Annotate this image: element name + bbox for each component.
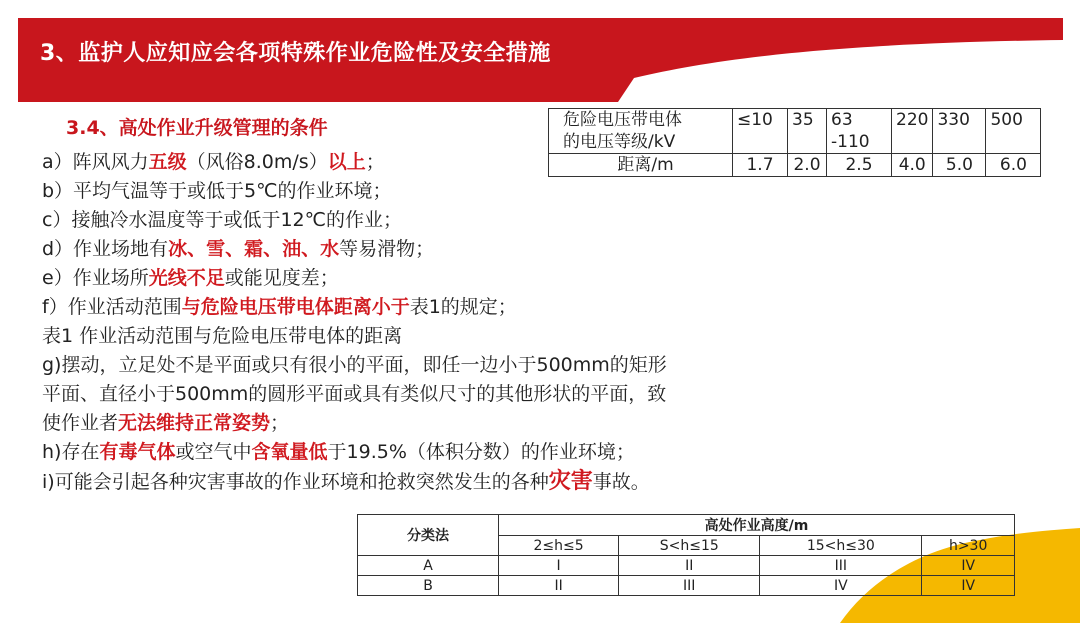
range-header: h>30 [922, 536, 1015, 556]
distance-cell: 5.0 [933, 154, 986, 177]
grade-cell: IV [922, 576, 1015, 596]
voltage-cell: ≤10 [733, 109, 788, 154]
condition-text: b）平均气温等于或低于5℃的作业环境； [42, 180, 392, 202]
height-header: 高处作业高度/m [499, 515, 1015, 536]
condition-text: c）接触冷水温度等于或低于12℃的作业； [42, 209, 402, 231]
grade-cell: III [760, 556, 922, 576]
class-cell: A [358, 556, 499, 576]
voltage-row-label: 危险电压带电体 的电压等级/kV [549, 109, 733, 154]
table-row [358, 556, 1015, 576]
condition-text: 表1 作业活动范围与危险电压带电体的距离 [42, 325, 403, 347]
grade-cell: II [619, 556, 760, 576]
method-header: 分类法 [358, 515, 499, 556]
voltage-cell: 63 -110 [827, 109, 892, 154]
distance-row-label: 距离/m [549, 154, 733, 177]
class-cell: B [358, 576, 499, 596]
condition-line [42, 351, 822, 380]
highlight-text: 无法维持正常姿势 [118, 412, 271, 434]
condition-text: 表1的规定； [409, 296, 517, 318]
range-header: S<h≤15 [619, 536, 760, 556]
distance-cell: 1.7 [733, 154, 788, 177]
voltage-cell: 500 [986, 109, 1041, 154]
voltage-cell: 330 [933, 109, 986, 154]
condition-line [42, 177, 822, 206]
condition-line [42, 322, 822, 351]
distance-cell: 2.5 [827, 154, 892, 177]
condition-line [42, 264, 822, 293]
condition-text: 等易滑物； [339, 238, 435, 260]
distance-cell: 4.0 [892, 154, 933, 177]
conditions-list [42, 148, 822, 497]
condition-text: 事故。 [592, 471, 650, 493]
condition-text: f）作业活动范围 [42, 296, 182, 318]
condition-line [42, 380, 822, 409]
condition-text: 使作业者 [42, 412, 119, 434]
highlight-text: 灾害 [548, 469, 593, 494]
grade-cell: I [499, 556, 619, 576]
voltage-distance-table [548, 108, 1041, 177]
range-header: 2≤h≤5 [499, 536, 619, 556]
condition-text: a）阵风风力 [42, 151, 149, 173]
range-header: 15<h≤30 [760, 536, 922, 556]
condition-line [42, 293, 822, 322]
header-banner [18, 18, 1063, 102]
voltage-cell: 35 [788, 109, 827, 154]
condition-line [42, 206, 822, 235]
condition-text: g)摆动，立足处不是平面或只有很小的平面，即任一边小于500mm的矩形 [42, 354, 667, 376]
section-title: 3.4、高处作业升级管理的条件 [66, 117, 328, 139]
grade-cell: IV [760, 576, 922, 596]
highlight-text: 有毒气体 [99, 441, 176, 463]
grade-cell: II [499, 576, 619, 596]
highlight-text: 五级 [148, 151, 187, 173]
condition-line [42, 467, 822, 497]
height-class-table [357, 514, 1015, 596]
distance-cell: 2.0 [788, 154, 827, 177]
condition-line [42, 235, 822, 264]
highlight-text: 含氧量低 [251, 441, 328, 463]
highlight-text: 与危险电压带电体距离小于 [181, 296, 410, 318]
condition-text: 或能见度差； [224, 267, 339, 289]
distance-cell: 6.0 [986, 154, 1041, 177]
page-title: 3、监护人应知应会各项特殊作业危险性及安全措施 [40, 41, 551, 66]
condition-text: ； [270, 412, 290, 434]
condition-line [42, 409, 822, 438]
condition-text: （风俗8.0m/s） [186, 151, 328, 173]
condition-text: i)可能会引起各种灾害事故的作业环境和抢救突然发生的各种 [42, 471, 549, 493]
condition-text: 平面、直径小于500mm的圆形平面或具有类似尺寸的其他形状的平面，致 [42, 383, 667, 405]
condition-text: ； [365, 151, 385, 173]
grade-cell: III [619, 576, 760, 596]
voltage-cell: 220 [892, 109, 933, 154]
highlight-text: 以上 [327, 151, 366, 173]
condition-text: 于19.5%（体积分数）的作业环境； [327, 441, 635, 463]
table-row [358, 576, 1015, 596]
condition-text: d）作业场地有 [42, 238, 169, 260]
grade-cell: IV [922, 556, 1015, 576]
condition-text: e）作业场所 [42, 267, 149, 289]
highlight-text: 冰、雪、霜、油、水 [168, 238, 340, 260]
condition-line [42, 438, 822, 467]
highlight-text: 光线不足 [148, 267, 225, 289]
condition-text: 或空气中 [175, 441, 252, 463]
condition-text: h)存在 [42, 441, 100, 463]
